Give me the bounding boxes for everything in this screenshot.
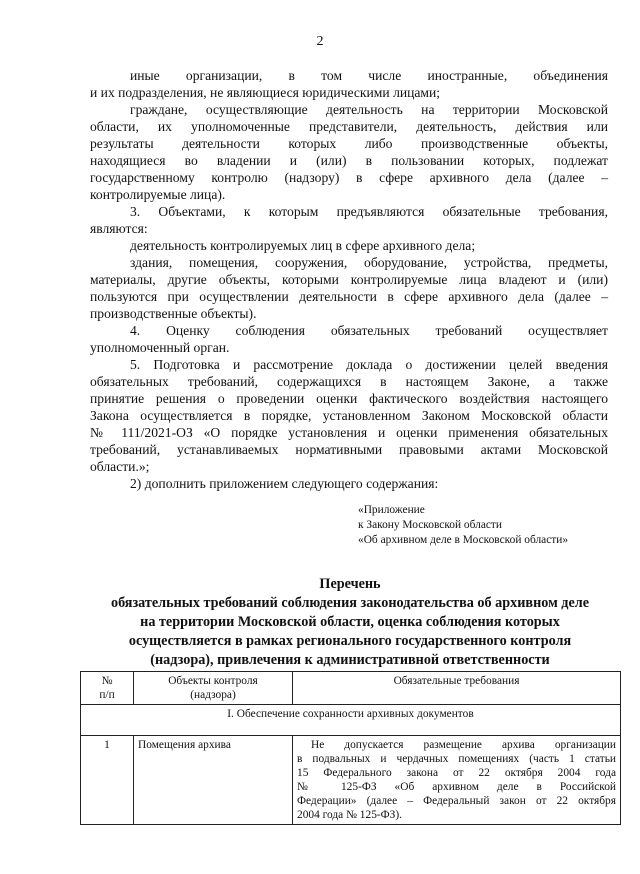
requirement-line-2: в подвальных и чердачных помещениях (часть 1 статьи [297, 753, 616, 765]
table-header-row [81, 672, 621, 705]
body-line-1: иные организации, в том числе иностранные, объединения [130, 68, 608, 83]
row-object: Помещения архива [134, 736, 293, 825]
body-line-25: 2) дополнить приложением следующего содержания: [130, 476, 439, 491]
body-line-19: обязательных требований, содержащихся в настоящем Законе, а также [90, 374, 608, 389]
body-line-6: находящиеся во владении и (или) в пользовании которых, подлежат [90, 153, 608, 168]
body-line-4: области, их уполномоченные представители, деятельность, действия или [90, 119, 608, 134]
requirement-line-5: Федерации» (далее – Федеральный закон от 22 октября [297, 795, 616, 807]
body-line-12: здания, помещения, сооружения, оборудование, устройства, предметы, [130, 255, 608, 270]
body-line-20: принятие решения о проведении оценки фактического воздействия настоящего [90, 391, 608, 406]
appendix-line-2: к Закону Московской области [358, 519, 502, 531]
appendix-line-1: «Приложение [358, 504, 425, 516]
list-subtitle-line-1: обязательных требований соблюдения законодательства об архивном деле [110, 595, 590, 611]
table-row [81, 736, 621, 825]
row-requirement [293, 736, 621, 825]
body-line-24: области.»; [90, 459, 150, 474]
list-title: Перечень [319, 576, 381, 592]
header-number [81, 672, 134, 705]
body-line-17: уполномоченный орган. [90, 340, 230, 355]
header-objects-line-1: Объекты контроля [168, 675, 258, 687]
header-requirements: Обязательные требования [293, 672, 621, 705]
list-subtitle-line-2: на территории Московской области, оценка соблюдения которых [140, 614, 560, 630]
requirement-line-1: Не допускается размещение архива организации [311, 739, 616, 751]
body-line-11: деятельность контролируемых лиц в сфере архивного дела; [130, 238, 476, 253]
body-line-7: государственному контролю (надзору) в сфере архивного дела (далее – [90, 170, 608, 185]
header-objects [134, 672, 293, 705]
appendix-line-3: «Об архивном деле в Московской области» [358, 534, 569, 546]
body-line-18: 5. Подготовка и рассмотрение доклада о достижении целей введения [130, 357, 608, 372]
body-line-3: граждане, осуществляющие деятельность на территории Московской [130, 102, 608, 117]
row-number: 1 [81, 736, 134, 825]
header-objects-line-2: (надзора) [190, 689, 236, 701]
body-line-21: Закона осуществляется в порядке, установленном Законом Московской области [90, 408, 608, 423]
requirements-table [80, 671, 621, 825]
body-line-10: являются: [90, 221, 148, 236]
body-line-15: производственные объекты). [90, 306, 257, 321]
header-number-line-1: № [101, 675, 113, 687]
body-line-16: 4. Оценку соблюдения обязательных требований осуществляет [130, 323, 608, 338]
requirement-line-6: 2004 года № 125-ФЗ). [297, 809, 403, 821]
body-line-8: контролируемые лица). [90, 187, 226, 202]
list-subtitle-line-3: осуществляется в рамках регионального государственного контроля [128, 633, 572, 649]
requirement-line-3: 15 Федерального закона от 22 октября 2004 года [297, 767, 616, 779]
body-line-2: и их подразделения, не являющиеся юридическими лицами; [90, 85, 441, 100]
page-number: 2 [316, 34, 324, 49]
body-line-23: требований, устанавливаемых нормативными правовыми актами Московской [90, 442, 608, 457]
requirement-line-4: № 125-ФЗ «Об архивном деле в Российской [297, 781, 616, 793]
body-line-5: результаты деятельности которых либо производственные объекты, [90, 136, 608, 151]
section-title: I. Обеспечение сохранности архивных документов [81, 705, 621, 736]
body-line-14: пользуются при осуществлении деятельности в сфере архивного дела (далее – [90, 289, 608, 304]
body-line-22: № 111/2021-ОЗ «О порядке установления и оценки применения обязательных [90, 425, 608, 440]
header-number-line-2: п/п [99, 689, 115, 701]
body-line-9: 3. Объектами, к которым предъявляются обязательные требования, [130, 204, 608, 219]
table-section-row [81, 705, 621, 736]
body-line-13: материалы, другие объекты, которыми контролируемые лица владеют и (или) [90, 272, 608, 287]
list-subtitle-line-4: (надзора), привлечения к административной ответственности [150, 652, 550, 668]
